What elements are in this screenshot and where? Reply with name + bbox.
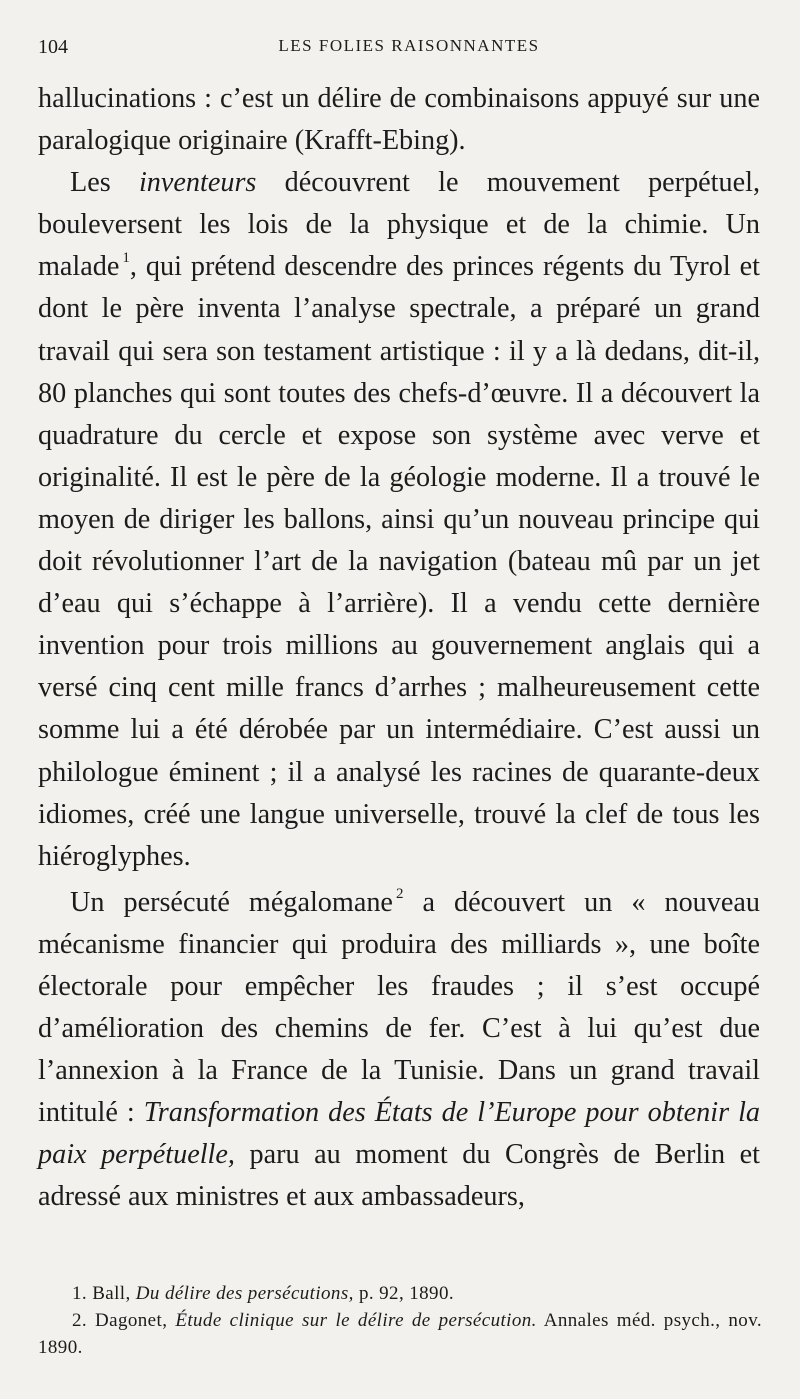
- footnote-2-title: Étude clinique sur le délire de persécution.: [175, 1310, 537, 1331]
- paragraph-2-start: Les: [70, 167, 139, 199]
- footnote-1: [38, 1280, 762, 1307]
- footnote-1-number: 1.: [72, 1283, 88, 1304]
- inventeurs-italic: inventeurs: [138, 167, 257, 199]
- body-text: [38, 78, 760, 1219]
- paragraph-1: hallucinations : c’est un délire de combinaisons appuyé sur une paralogique originaire (Krafft-Ebing).: [38, 83, 760, 157]
- footnote-ref-2: 2: [395, 885, 404, 902]
- page-header: [38, 28, 760, 62]
- footnote-2-number: 2.: [72, 1310, 88, 1331]
- footnote-2-author: Dagonet,: [87, 1310, 176, 1331]
- footnotes: [38, 1280, 762, 1361]
- paragraph-3: [38, 882, 760, 1219]
- footnote-ref-1: 1: [122, 250, 130, 267]
- footnote-1-author: Ball,: [87, 1283, 136, 1304]
- footnote-1-title: Du délire des persécutions,: [135, 1283, 354, 1304]
- paragraph-3-text-a: Un persécuté mégalomane: [70, 886, 393, 918]
- paragraph-3-text-b: a découvert un « nouveau mécanisme financier qui produira des milliards », une boîte électorale pour empêcher les fraudes ; il s’est occupé d’amélioration des chemins de fer. C’est à lui qu’est due l’annexion à la France de la Tunisie. Dans un grand travail intitulé :: [38, 886, 760, 1129]
- footnote-1-rest: p. 92, 1890.: [353, 1283, 454, 1304]
- footnote-2-rest: Annales méd. psych., nov. 1890.: [38, 1310, 763, 1358]
- paragraph-3-text-c: paru au moment du Congrès de Berlin et adressé aux ministres et aux ambassadeurs,: [38, 1139, 761, 1213]
- page-number: 104: [38, 36, 68, 58]
- work-title-italic: Transformation des États de l’Europe pour obtenir la paix perpétuelle,: [38, 1097, 760, 1171]
- paragraph-2: [38, 162, 760, 878]
- footnote-2: [38, 1307, 762, 1361]
- paragraph-2-text-a: découvrent le mouvement perpétuel, bouleversent les lois de la physique et de la chimie. Un malade: [38, 167, 760, 283]
- running-head: LES FOLIES RAISONNANTES: [278, 36, 540, 55]
- paragraph-2-text-b: , qui prétend descendre des princes régents du Tyrol et dont le père inventa l’analyse spectrale, a préparé un grand travail qui sera son testament artistique : il y a là dedans, dit-il, 80 planches qui sont toutes des chefs-d’œuvre. Il a découvert la quadrature du cercle et expose son système avec verve et originalité. Il est le père de la géologie moderne. Il a trouvé le moyen de diriger les ballons, ainsi qu’un nouveau principe qui doit révolutionner l’art de la navigation (bateau mû par un jet d’eau qui s’échappe à l’arrière). Il a vendu cette dernière invention pour trois millions au gouvernement anglais qui a versé cinq cent mille francs d’arrhes ; malheureusement cette somme lui a été dérobée par un intermédiaire. C’est aussi un philologue éminent ; il a analysé les racines de quarante-deux idiomes, créé une langue universelle, trouvé la clef de tous les hiéroglyphes.: [38, 251, 760, 872]
